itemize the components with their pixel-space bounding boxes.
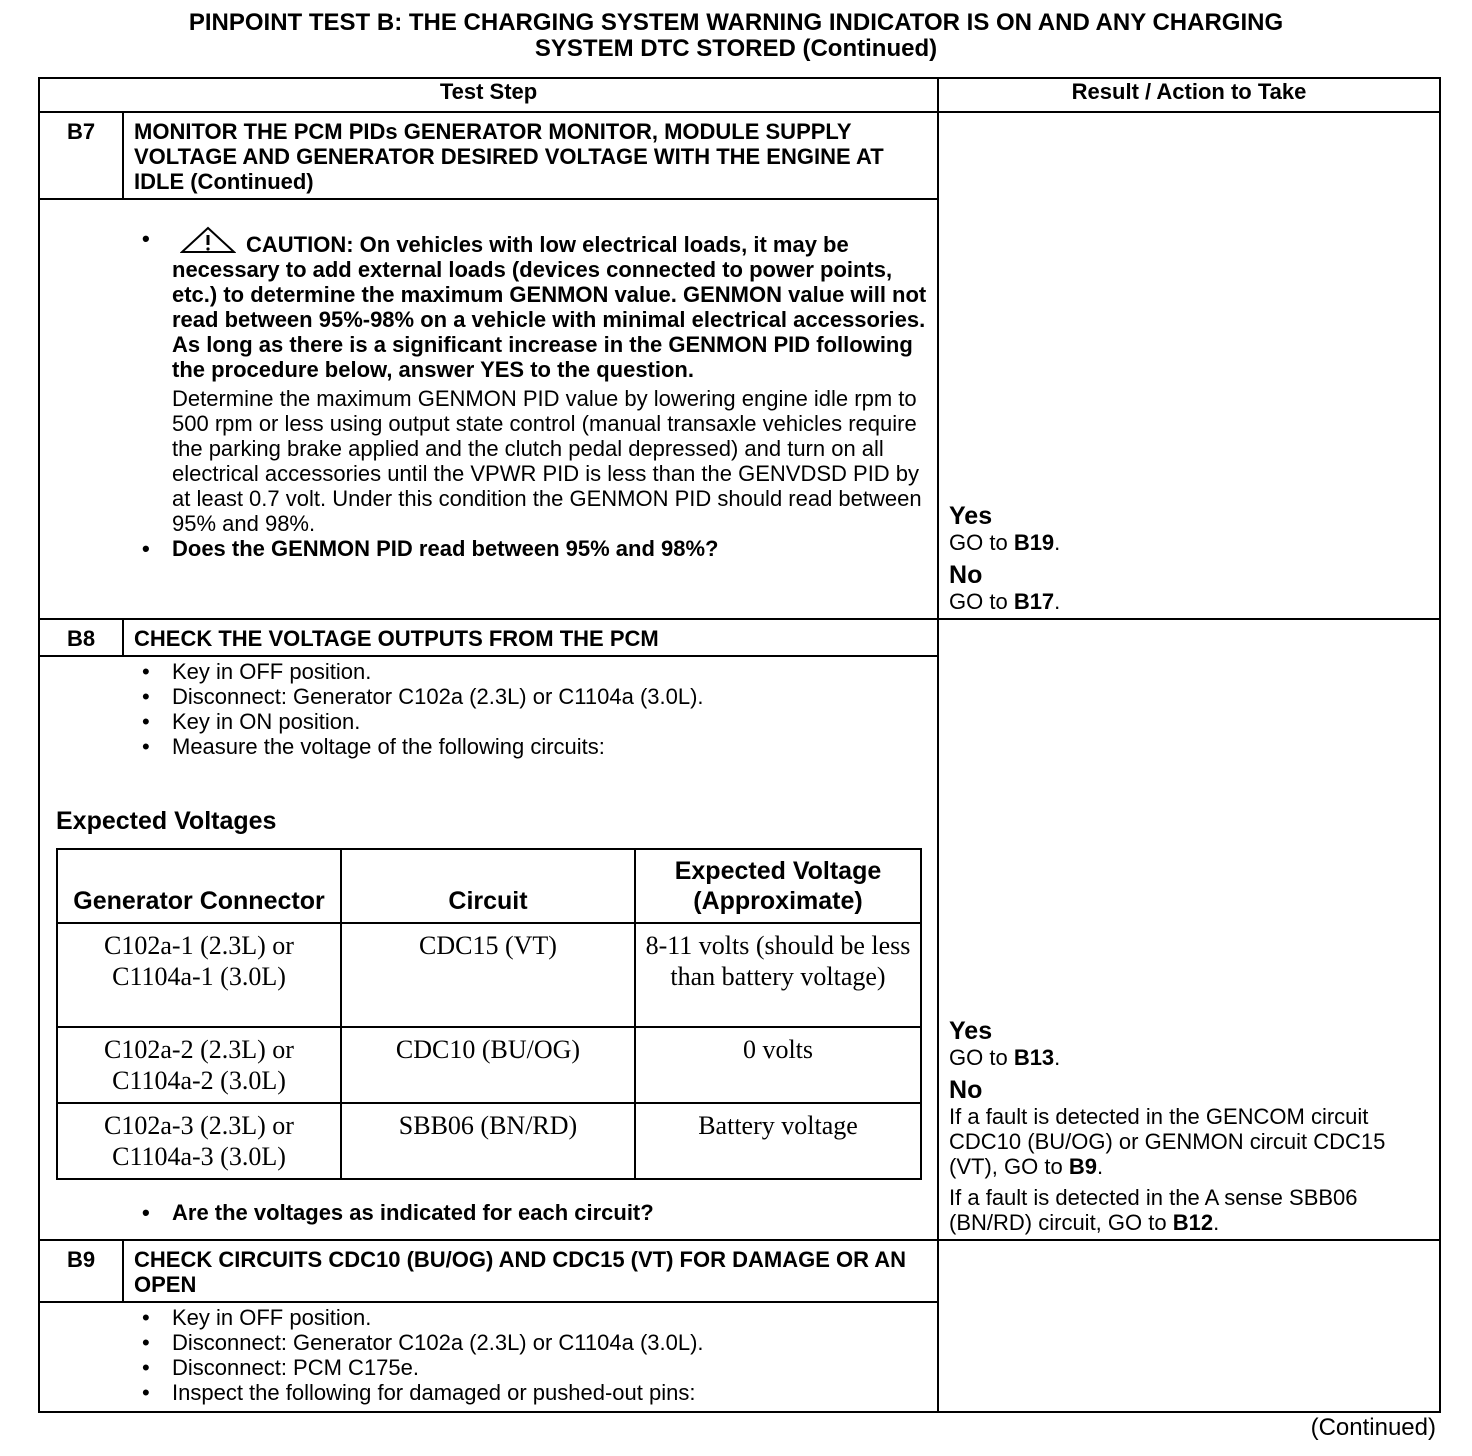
ev-header-voltage: Expected Voltage (Approximate): [635, 849, 921, 923]
pinpoint-test-table: [38, 77, 1441, 1413]
step-title-b7: MONITOR THE PCM PIDs GENERATOR MONITOR, MODULE SUPPLY VOLTAGE AND GENERATOR DESIRED VOLTAGE WITH THE ENGINE AT IDLE (Continued): [123, 112, 938, 199]
ev-cell: SBB06 (BN/RD): [341, 1103, 635, 1179]
ev-cell: CDC15 (VT): [341, 923, 635, 1027]
test-step-header: Test Step: [39, 78, 938, 112]
step-b8-content: [39, 656, 938, 1240]
yes-label-b8: Yes: [949, 1017, 993, 1045]
ev-header-connector: Generator Connector: [57, 849, 341, 923]
header-row: [39, 78, 1440, 112]
b9-step: • Inspect the following for damaged or pushed-out pins:: [50, 1380, 927, 1405]
step-b7-content: [39, 199, 938, 619]
title-line-2: SYSTEM DTC STORED (Continued): [534, 35, 938, 62]
step-b8-title-row: [39, 619, 1440, 656]
b9-step: • Disconnect: Generator C102a (2.3L) or C1104a (3.0L).: [50, 1330, 927, 1355]
result-b7: [938, 112, 1440, 619]
caution-triangle-icon: [180, 226, 236, 254]
step-title-b8: CHECK THE VOLTAGE OUTPUTS FROM THE PCM: [123, 619, 938, 656]
result-header: Result / Action to Take: [938, 78, 1440, 112]
table-row: [57, 1103, 921, 1179]
b8-step-list: [50, 659, 927, 759]
ev-cell: C102a-2 (2.3L) or C1104a-2 (3.0L): [57, 1027, 341, 1103]
ev-header-row: [57, 849, 921, 923]
ev-cell: Battery voltage: [635, 1103, 921, 1179]
continued-label: (Continued): [1310, 1414, 1436, 1441]
yes-action-b7: GO to B19.: [949, 530, 1061, 555]
b7-question: • Does the GENMON PID read between 95% and 98%?: [50, 536, 927, 561]
step-b7-title-row: [39, 112, 1440, 199]
expected-voltages-table: [56, 848, 922, 1180]
result-b9: [938, 1240, 1440, 1412]
b7-body-text: Determine the maximum GENMON PID value by lowering engine idle rpm to 500 rpm or less using output state control (manual transaxle vehicles require the parking brake applied and the clutch pedal depressed) and turn on all electrical accessories until the VPWR PID is less than the GENVDSD PID by at least 0.7 volt. Under this condition the GENMON PID should read between 95% and 98%.: [172, 386, 922, 536]
step-b9-content: [39, 1302, 938, 1412]
caution-text: On vehicles with low electrical loads, it may be necessary to add external loads (devices connected to power points, etc.) to determine the maximum GENMON value. GENMON value will not read between 95%-98% on a vehicle with minimal electrical accessories. As long as there is a significant increase in the GENMON PID following the procedure below, answer YES to the question.: [172, 232, 927, 382]
yes-target-b7[interactable]: B19: [1013, 530, 1055, 555]
expected-voltages-title: Expected Voltages: [56, 807, 277, 835]
page-title: [0, 10, 1472, 62]
b8-step: • Key in OFF position.: [50, 659, 927, 684]
no-action-b8-1: If a fault is detected in the GENCOM circuit CDC10 (BU/OG) or GENMON circuit CDC15 (VT), GO to B9.: [949, 1104, 1386, 1179]
b8-step: • Measure the voltage of the following circuits:: [50, 734, 927, 759]
ev-cell: C102a-3 (2.3L) or C1104a-3 (3.0L): [57, 1103, 341, 1179]
b8-question: • Are the voltages as indicated for each circuit?: [50, 1200, 927, 1225]
no-target-b8-1[interactable]: B9: [1068, 1154, 1097, 1179]
ev-cell: 0 volts: [635, 1027, 921, 1103]
ev-cell: C102a-1 (2.3L) or C1104a-1 (3.0L): [57, 923, 341, 1027]
caution-item: [50, 226, 927, 382]
b8-step: • Key in ON position.: [50, 709, 927, 734]
no-action-b7: GO to B17.: [949, 589, 1061, 614]
no-target-b8-2[interactable]: B12: [1172, 1210, 1214, 1235]
step-b9-title-row: [39, 1240, 1440, 1302]
table-row: [57, 923, 921, 1027]
step-id-b8: B8: [39, 619, 123, 656]
no-label-b7: No: [949, 561, 983, 589]
yes-label-b7: Yes: [949, 502, 993, 530]
step-id-b7: B7: [39, 112, 123, 199]
table-row: [57, 1027, 921, 1103]
result-b8: [938, 619, 1440, 1240]
yes-action-b8: GO to B13.: [949, 1045, 1061, 1070]
yes-target-b8[interactable]: B13: [1013, 1045, 1055, 1070]
no-action-b8-2: If a fault is detected in the A sense SBB06 (BN/RD) circuit, GO to B12.: [949, 1185, 1358, 1235]
caution-label: CAUTION:: [246, 232, 354, 257]
step-id-b9: B9: [39, 1240, 123, 1302]
ev-header-circuit: Circuit: [341, 849, 635, 923]
b9-step: • Key in OFF position.: [50, 1305, 927, 1330]
title-line-1: PINPOINT TEST B: THE CHARGING SYSTEM WARNING INDICATOR IS ON AND ANY CHARGING: [188, 9, 1284, 36]
b9-step: • Disconnect: PCM C175e.: [50, 1355, 927, 1380]
b8-step: • Disconnect: Generator C102a (2.3L) or C1104a (3.0L).: [50, 684, 927, 709]
ev-cell: 8-11 volts (should be less than battery voltage): [635, 923, 921, 1027]
ev-cell: CDC10 (BU/OG): [341, 1027, 635, 1103]
b9-step-list: [50, 1305, 927, 1405]
step-title-b9: CHECK CIRCUITS CDC10 (BU/OG) AND CDC15 (VT) FOR DAMAGE OR AN OPEN: [123, 1240, 938, 1302]
no-label-b8: No: [949, 1076, 983, 1104]
no-target-b7[interactable]: B17: [1013, 589, 1055, 614]
